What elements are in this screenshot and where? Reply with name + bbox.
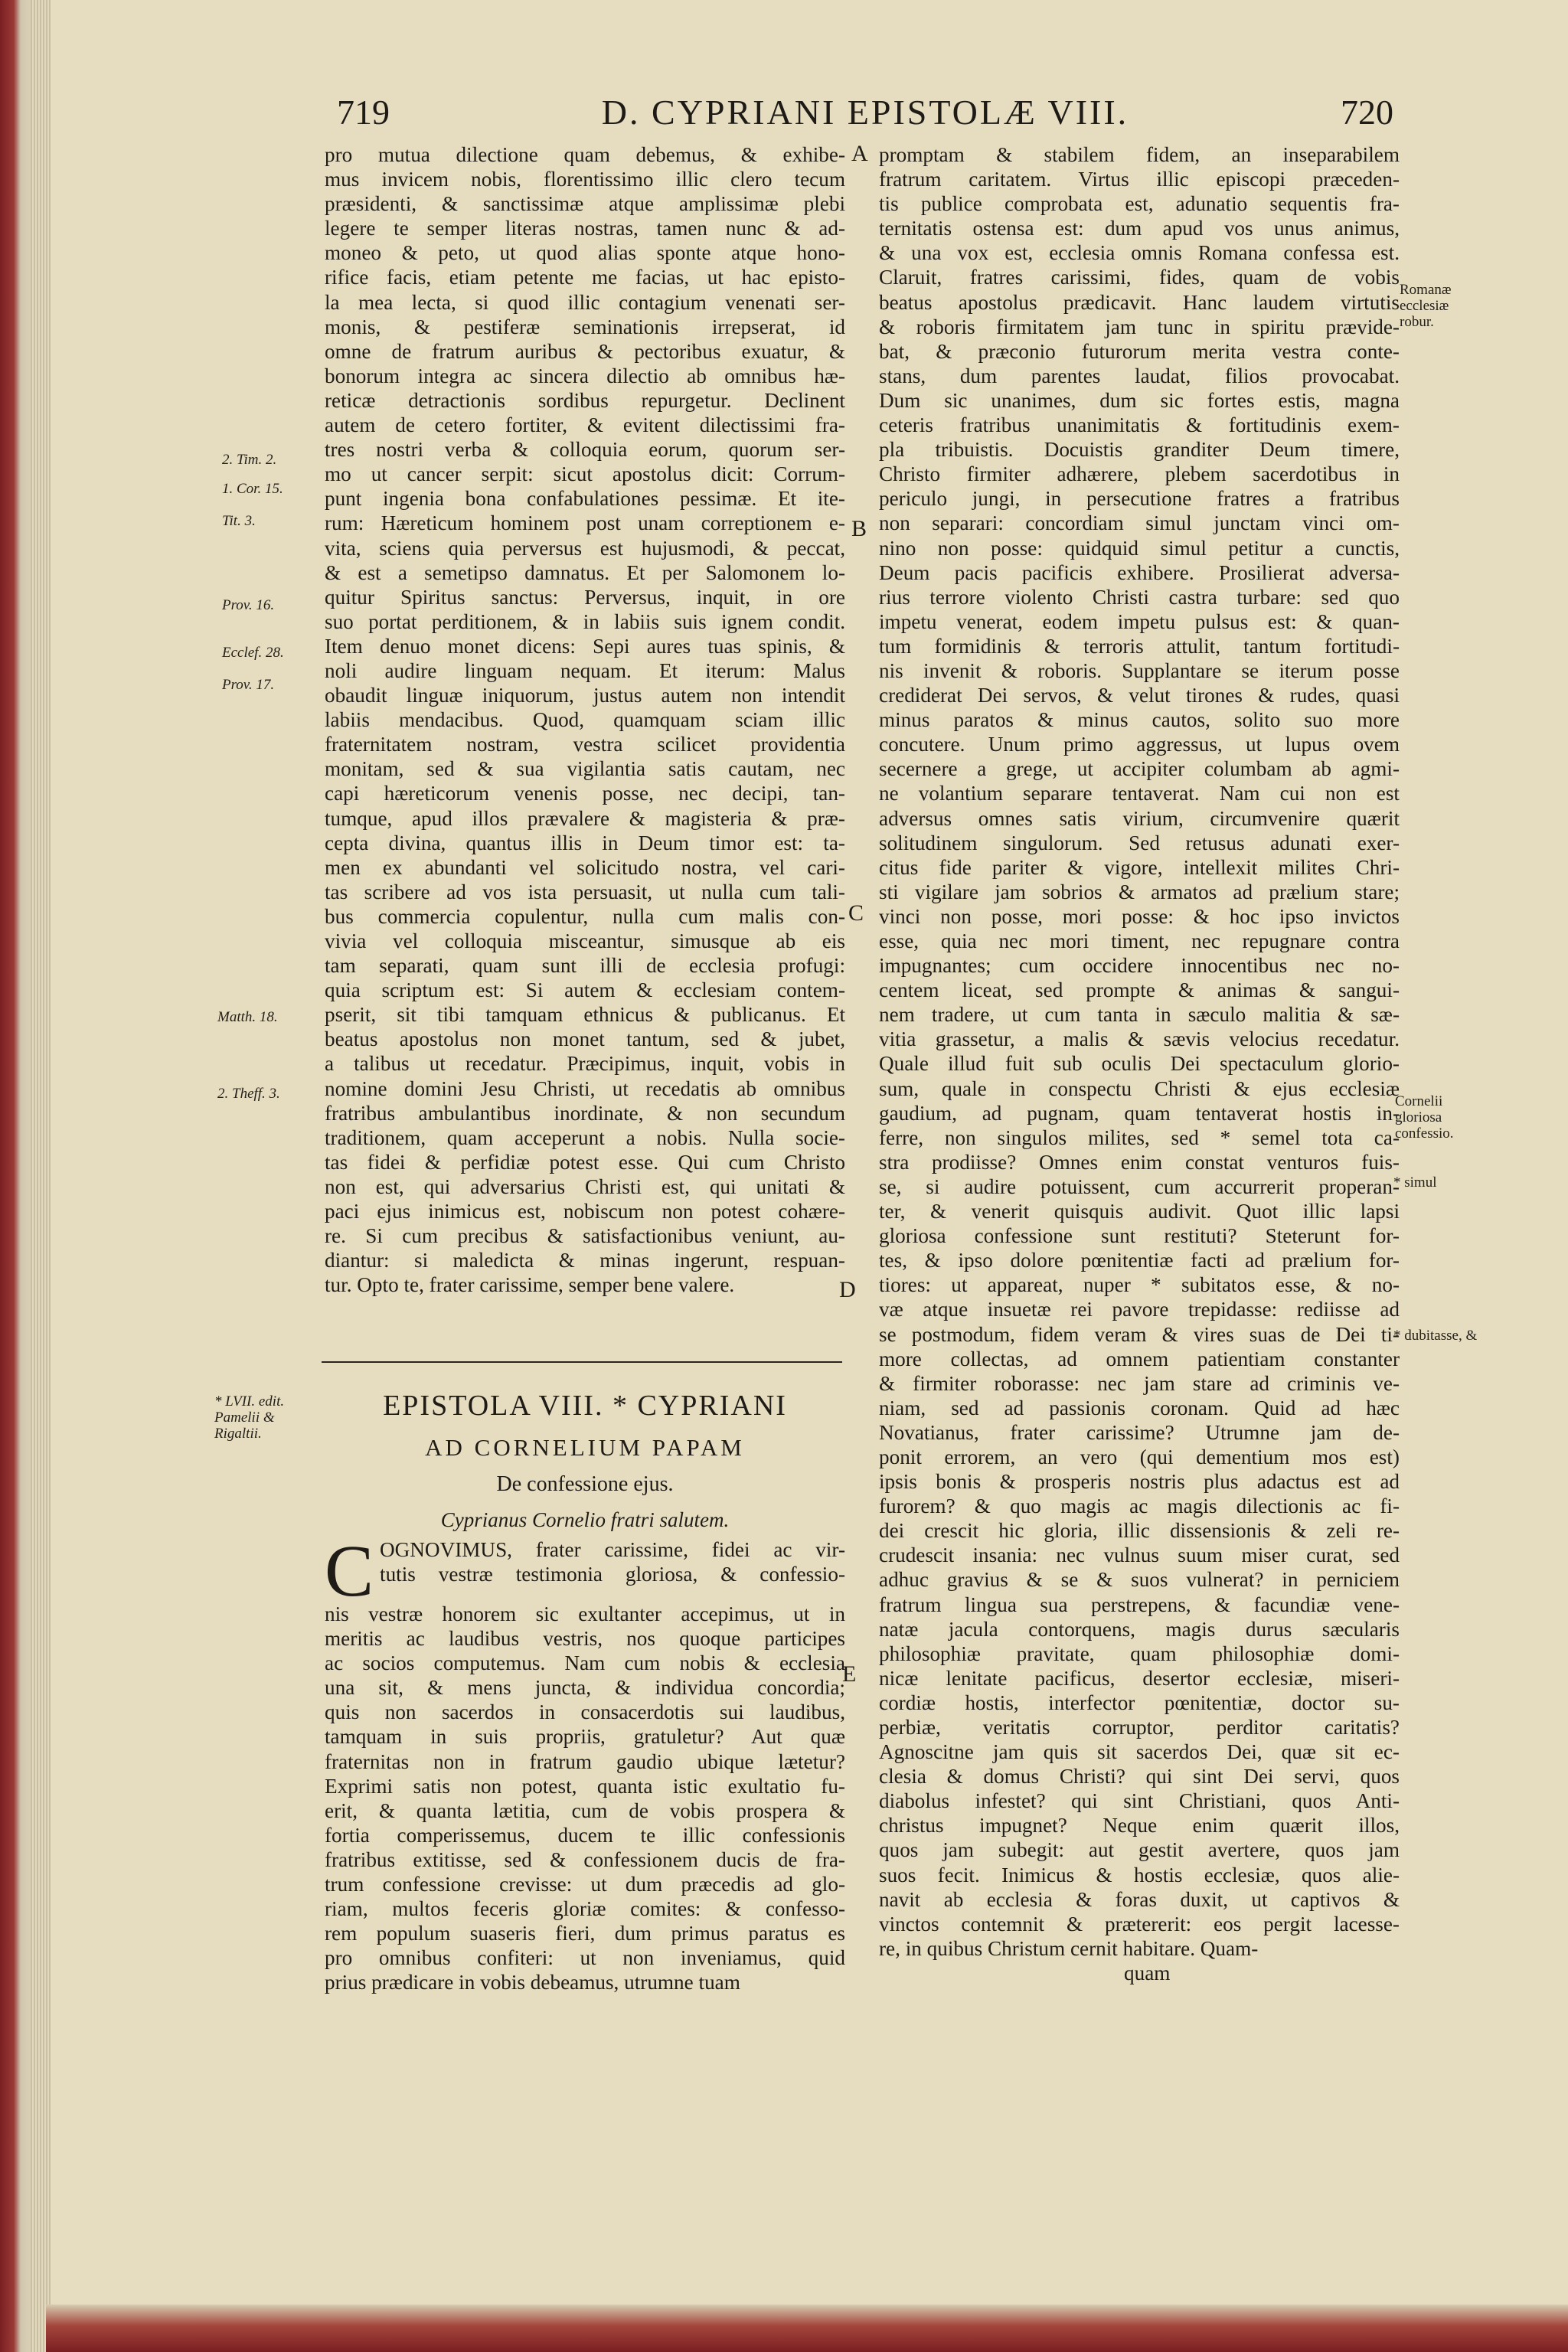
text-line: la mea lecta, si quod illic contagium venenati ser- <box>325 290 845 314</box>
text-line: pla tribuistis. Docuistis granditer Deum timere, <box>879 438 1400 462</box>
text-line: præsidenti, & sanctissimæ atque amplissimæ plebi <box>325 192 845 216</box>
text-line: una sit, & mens juncta, & individua concordia; <box>325 1676 845 1700</box>
margin-note-right: Romanæ ecclesiæ robur. <box>1400 282 1452 330</box>
left-column <box>325 142 845 1297</box>
text-line: diantur: si maledicta & minas ingerunt, respuan- <box>325 1249 845 1272</box>
text-line: nicæ lenitate pacificus, desertor ecclesiæ, miseri- <box>879 1666 1400 1690</box>
text-line: ipsis bonis & prosperis nostris plus adactus est ad <box>879 1470 1400 1494</box>
text-line: væ atque insuetæ rei pavore trepidasse: rediisse ad <box>879 1298 1400 1321</box>
text-line: concutere. Unum primo aggressus, ut lupus ovem <box>879 733 1400 756</box>
right-column <box>879 142 1400 1985</box>
text-line: crediderat Dei servos, & velut tirones & rudes, quasi <box>879 684 1400 707</box>
text-line: reticæ detractionis sordibus repurgetur. Declinent <box>325 388 845 412</box>
text-line: non est, qui adversarius Christi est, qui unitati & <box>325 1174 845 1198</box>
text-line: ac socios computemus. Nam cum nobis & ecclesia <box>325 1651 845 1675</box>
text-line: monis, & pestiferæ seminationis irrepserat, id <box>325 315 845 338</box>
text-line: tamquam in suis propriis, gratuletur? Aut quæ <box>325 1725 845 1749</box>
text-line: re, in quibus Christum cernit habitare. Quam- <box>879 1936 1259 1960</box>
text-line: re. Si cum precibus & satisfactionibus veniunt, au- <box>325 1224 845 1248</box>
text-line: philosophiæ pravitate, quam philosophiæ domi- <box>879 1642 1400 1665</box>
text-line: perbiæ, veritatis corruptor, perditor caritatis? <box>879 1716 1400 1739</box>
text-line: se postmodum, fidem veram & vires suas de Dei ti- <box>879 1322 1400 1346</box>
text-line: promptam & stabilem fidem, an inseparabilem <box>879 143 1400 166</box>
text-line: meritis ac laudibus vestris, nos quoque participes <box>325 1627 845 1651</box>
text-line: rum: Hæreticum hominem post unam correptionem e- <box>325 511 845 535</box>
text-line: & una vox est, ecclesia omnis Romana confessa est. <box>879 241 1400 265</box>
text-line: navit ab ecclesia & foras duxit, ut captivos & <box>879 1887 1400 1911</box>
epistle-section <box>325 1383 845 1995</box>
page-number-right: 720 <box>1341 93 1393 132</box>
text-line: periculo jungi, in persecutione fratres a fratribus <box>879 487 1400 511</box>
catchword: quam <box>1124 1961 1171 1984</box>
text-line: gloriosa confessione sunt restituti? Steterunt for- <box>879 1224 1400 1248</box>
section-marker: D <box>839 1277 856 1302</box>
text-line: moneo & peto, ut quod alias sponte atque hono- <box>325 241 845 265</box>
text-line: prius prædicare in vobis debeamus, utrumne tuam <box>325 1971 740 1994</box>
text-line: erit, & quanta lætitia, cum de vobis prospera & <box>325 1798 845 1822</box>
text-line: Item denuo monet dicens: Sepi aures tuas spinis, & <box>325 634 845 658</box>
text-line: tum formidinis & terroris attulit, tantum fortitudi- <box>879 634 1400 658</box>
text-line: quos jam subegit: aut gestit avertere, quos jam <box>879 1838 1400 1862</box>
text-line: gaudium, ad pugnam, quam tentaverat hostis in- <box>879 1101 1400 1125</box>
text-line: men ex abundanti vel solicitudo nostra, vel cari- <box>325 855 845 879</box>
text-line: Christo firmiter adhærere, plebem sacerdotibus in <box>879 462 1400 486</box>
text-line: tiores: ut appareat, nuper * subitatos esse, & no- <box>879 1273 1400 1297</box>
text-line: vinctos contemnit & prætererit: eos pergit lacesse- <box>879 1912 1400 1936</box>
text-line: secernere a grege, ut accipiter columbam ab agmi- <box>879 757 1400 781</box>
text-line: fratrum lingua sua perstrepens, & facundiæ vene- <box>879 1592 1400 1616</box>
section-marker: B <box>851 516 867 541</box>
text-line: se, si audire potuissent, cum accurrerit properan- <box>879 1174 1400 1198</box>
text-line: sum, quale in conspectu Christi & ejus ecclesiæ <box>879 1076 1400 1100</box>
text-line: fortia comperissemus, ducem te illic confessionis <box>325 1823 845 1847</box>
text-line: OGNOVIMUS, frater carissime, fidei ac vir- <box>380 1538 845 1561</box>
text-line: quitur Spiritus sanctus: Perversus, inquit, in ore <box>325 585 845 609</box>
section-marker: E <box>842 1661 857 1687</box>
text-line: non separari: concordiam simul junctam vinci om- <box>879 511 1400 535</box>
text-line: crudescit insania: nec vulnus suum miser curat, sed <box>879 1544 1400 1567</box>
text-line: tas fidei & perfidiæ potest esse. Qui cum Christo <box>325 1150 845 1174</box>
text-line: traditionem, quam acceperunt a nobis. Nulla socie- <box>325 1125 845 1149</box>
text-line: clesia & domus Christi? qui sint Dei servi, quos <box>879 1765 1400 1788</box>
text-line: noli audire linguam nequam. Et iterum: Malus <box>325 658 845 682</box>
section-marker: C <box>848 900 864 926</box>
text-line: Dum sic unanimes, dum sic fortes estis, magna <box>879 388 1400 412</box>
text-line: nino non posse: quidquid simul petitur a cunctis, <box>879 536 1400 560</box>
text-line: autem de cetero fortiter, & evitent dilectissimi fra- <box>325 413 845 437</box>
margin-note-right: * simul <box>1393 1174 1437 1191</box>
text-line: ponit errorem, an vero (qui dementium mos est) <box>879 1445 1400 1468</box>
text-line: trum confessione crevisse: ut dum præcedis ad glo- <box>325 1873 845 1896</box>
text-line: vivia vel colloquia misceantur, simusque ab eis <box>325 929 845 952</box>
text-line: mus invicem nobis, florentissimo illic clero tecum <box>325 168 845 191</box>
text-line: bonorum integra ac sincera dilectio ab omnibus hæ- <box>325 364 845 387</box>
text-line: beatus apostolus prædicavit. Hanc laudem virtutis <box>879 290 1400 314</box>
text-line: tres nostri verba & colloquia eorum, quorum ser- <box>325 438 845 462</box>
text-line: rem populum suaseris fieri, dum primus paratus es <box>325 1922 845 1945</box>
epistle-salutation: Cyprianus Cornelio fratri salutem. <box>440 1508 730 1531</box>
section-marker: A <box>851 141 868 166</box>
text-line: tes, & ipso dolore pœnitentiæ facti ad prælium for- <box>879 1249 1400 1272</box>
text-line: legere te semper literas nostras, tamen nunc & ad- <box>325 217 845 240</box>
text-line: ceteris fratribus unanimitatis & fortitudinis exem- <box>879 413 1400 437</box>
text-line: Quale illud fuit sub oculis Dei spectaculum glorio- <box>879 1052 1400 1076</box>
margin-note-left: Ecclef. 28. <box>222 645 284 661</box>
text-line: tam separati, quam sunt illi de ecclesia profugi: <box>325 954 845 978</box>
text-line: Agnoscitne jam quis sit sacerdos Dei, quæ sit ec- <box>879 1740 1400 1764</box>
text-line: citus fide pariter & vigore, intellexit milites Chri- <box>879 855 1400 879</box>
text-line: minus paratos & minus cautos, solito suo more <box>879 708 1400 732</box>
text-line: nis vestræ honorem sic exultanter accepimus, ut in <box>325 1602 845 1625</box>
section-rule <box>322 1361 842 1363</box>
text-line: bat, & præconio futurorum merita vestra conte- <box>879 339 1400 363</box>
text-line: nem tradere, ut cum tanta in sæculo malitia & sæ- <box>879 1003 1400 1027</box>
text-line: vinci non posse, mori posse: & hoc ipso invictos <box>879 904 1400 928</box>
text-line: rius terrore violento Christi castra turbare: sed quo <box>879 585 1400 609</box>
text-line: vitia grassetur, a malis & sævis velocius recedatur. <box>879 1027 1400 1051</box>
text-line: monitam, sed & sua vigilantia satis cautam, nec <box>325 757 845 781</box>
text-line: diabolus infestet? qui sint Christiani, quos Anti- <box>879 1789 1400 1813</box>
text-line: centem liceat, sed prompte & animas & sangui- <box>879 978 1400 1002</box>
text-line: cepta divina, quantus illis in Deum timor est: ta- <box>325 831 845 854</box>
text-line: fratrum caritatem. Virtus illic episcopi præceden- <box>879 168 1400 191</box>
margin-note-left: 2. Tim. 2. <box>222 452 277 468</box>
text-line: nomine domini Jesu Christi, ut recedatis ab omnibus <box>325 1076 845 1100</box>
text-line: more collectas, ad omnem patientiam constanter <box>879 1347 1400 1370</box>
text-line: adversus omnes satis virium, circumvenire quærit <box>879 806 1400 830</box>
text-line: obaudit linguæ iniquorum, justus autem non intendit <box>325 684 845 707</box>
text-line: ternitatis ostensa est: dum apud vos unus animus, <box>879 217 1400 240</box>
text-line: natæ jacula contorquens, magis durus sæcularis <box>879 1617 1400 1641</box>
text-line: Exprimi satis non potest, quanta istic exultatio fu- <box>325 1774 845 1798</box>
text-line: pserit, sit tibi tamquam ethnicus & publicanus. Et <box>325 1003 845 1027</box>
text-line: stra prodiisse? Omnes enim constat venturos fuis- <box>879 1150 1400 1174</box>
running-title: D. CYPRIANI EPISTOLÆ VIII. <box>601 93 1129 132</box>
text-line: a talibus ut recedatur. Præcipimus, inquit, vobis in <box>325 1052 845 1076</box>
text-line: tur. Opto te, frater carissime, semper bene valere. <box>325 1273 735 1297</box>
epistle-addressee: AD CORNELIUM PAPAM <box>425 1434 745 1461</box>
text-line: & roboris firmitatem jam tunc in spiritu prævide- <box>879 315 1400 338</box>
text-line: omne de fratrum auribus & pectoribus exuatur, & <box>325 339 845 363</box>
text-line: impugnantes; cum occidere innocentibus nec no- <box>879 954 1400 978</box>
text-line: adhuc gravius & se & suos vulnerat? in perniciem <box>879 1568 1400 1592</box>
text-line: esse, quia nec mori timent, nec repugnare contra <box>879 929 1400 952</box>
text-line: pro mutua dilectione quam debemus, & exhibe- <box>325 143 845 166</box>
page-number-left: 719 <box>337 93 390 132</box>
text-line: furorem? & quo magis ac magis dilectionis ac fi- <box>879 1494 1400 1518</box>
text-line: paci ejus inimicus est, nobiscum non potest cohære- <box>325 1200 845 1223</box>
text-line: tumque, apud illos prævalere & magisteria & præ- <box>325 806 845 830</box>
margin-note-left: Prov. 17. <box>222 677 275 693</box>
text-line: sti vigilare jam sobrios & armatos ad prælium stare; <box>879 880 1400 903</box>
text-line: bus commercia copulentur, nulla cum malis con- <box>325 904 845 928</box>
text-line: niam, sed ad passionis coronam. Quid ad hæc <box>879 1396 1400 1419</box>
text-line: & est a semetipso damnatus. Et per Salomonem lo- <box>325 560 845 584</box>
text-line: impetu venerat, eodem impetu pulsus est: & quan- <box>879 609 1400 633</box>
text-line: tutis vestræ testimonia gloriosa, & confessio- <box>380 1563 845 1586</box>
text-line: & firmiter roborasse: nec jam stare ad criminis ve- <box>879 1371 1400 1395</box>
text-line: punt ingenia bona confabulationes pessimæ. Et ite- <box>325 487 845 511</box>
text-line: fratribus extitisse, sed & confessionem ducis de fra- <box>325 1847 845 1871</box>
text-line: vita, sciens quia perversus est hujusmodi, & peccat, <box>325 536 845 560</box>
text-line: fraternitatem nostram, vestra scilicet providentia <box>325 733 845 756</box>
margin-note-right: * dubitasse, & <box>1393 1328 1478 1344</box>
margin-note-left: Matth. 18. <box>217 1009 278 1025</box>
book-edge-bottom <box>46 2305 1568 2352</box>
text-line: ferre, non singulos milites, sed * semel tota ca- <box>879 1125 1400 1149</box>
text-line: mo ut cancer serpit: sicut apostolus dicit: Corrum- <box>325 462 845 486</box>
text-line: capi hæreticorum venenis posse, nec decipi, tan- <box>325 782 845 805</box>
text-line: riam, multos feceris gloriæ comites: & confesso- <box>325 1897 845 1921</box>
text-line: tis publice comprobata est, adunatio sequentis fra- <box>879 192 1400 216</box>
drop-capital: C <box>325 1537 374 1602</box>
text-line: solitudinem singulorum. Sed retusus adunati exer- <box>879 831 1400 854</box>
text-line: Claruit, fratres carissimi, fides, quam de vobis <box>879 266 1400 289</box>
text-line: suo portat perditionem, & in labiis suis ignem condit. <box>325 609 845 633</box>
margin-note-left-edition: * LVII. edit. Pamelii & Rigaltii. <box>214 1393 285 1442</box>
text-line: Deum pacis pacificis exhibere. Prosilierat adversa- <box>879 560 1400 584</box>
text-line: pro omnibus confiteri: ut non inveniamus, quid <box>325 1946 845 1970</box>
text-line: tas scribere ad vos ista persuasit, ut nulla cum tali- <box>325 880 845 903</box>
text-line: Novatianus, frater carissime? Utrumne jam de- <box>879 1420 1400 1444</box>
text-line: fraternitas non in fratrum gaudio ubique lætetur? <box>325 1749 845 1773</box>
text-line: christus impugnet? Neque enim quærit illos, <box>879 1814 1400 1838</box>
margin-note-left: Tit. 3. <box>222 513 256 529</box>
epistle-subject: De confessione ejus. <box>496 1472 674 1496</box>
margin-note-right: Cornelii gloriosa confessio. <box>1395 1093 1454 1142</box>
page-header <box>322 92 1409 135</box>
text-line: dei crescit hic gloria, illic dissensionis & zeli re- <box>879 1519 1400 1543</box>
text-line: fratribus ambulantibus inordinate, & non secundum <box>325 1101 845 1125</box>
text-line: ter, & venerit quisquis audivit. Quot illic lapsi <box>879 1200 1400 1223</box>
text-line: ne volantium separare tentaverat. Nam cui non est <box>879 782 1400 805</box>
text-line: quis non sacerdos in consacerdotis sui laudibus, <box>325 1700 845 1724</box>
text-line: labiis mendacibus. Quod, quamquam sciam illic <box>325 708 845 732</box>
margin-note-left: 1. Cor. 15. <box>222 481 283 497</box>
text-line: rifice facis, etiam petente me facias, ut hac episto- <box>325 266 845 289</box>
text-line: stans, dum parentes laudat, filios provocabat. <box>879 364 1400 387</box>
text-line: cordiæ hostis, interfector pœnitentiæ, doctor su- <box>879 1690 1400 1714</box>
epistle-title: EPISTOLA VIII. * CYPRIANI <box>383 1390 787 1422</box>
margin-note-left: Prov. 16. <box>222 597 275 613</box>
text-line: nis invenit & roboris. Supplantare se iterum posse <box>879 658 1400 682</box>
text-line: suos fecit. Inimicus & hostis ecclesiæ, quos alie- <box>879 1863 1400 1886</box>
text-line: beatus apostolus non monet tantum, sed & jubet, <box>325 1027 845 1051</box>
text-line: quia scriptum est: Si autem & ecclesiam contem- <box>325 978 845 1002</box>
margin-note-left: 2. Theff. 3. <box>217 1086 280 1102</box>
